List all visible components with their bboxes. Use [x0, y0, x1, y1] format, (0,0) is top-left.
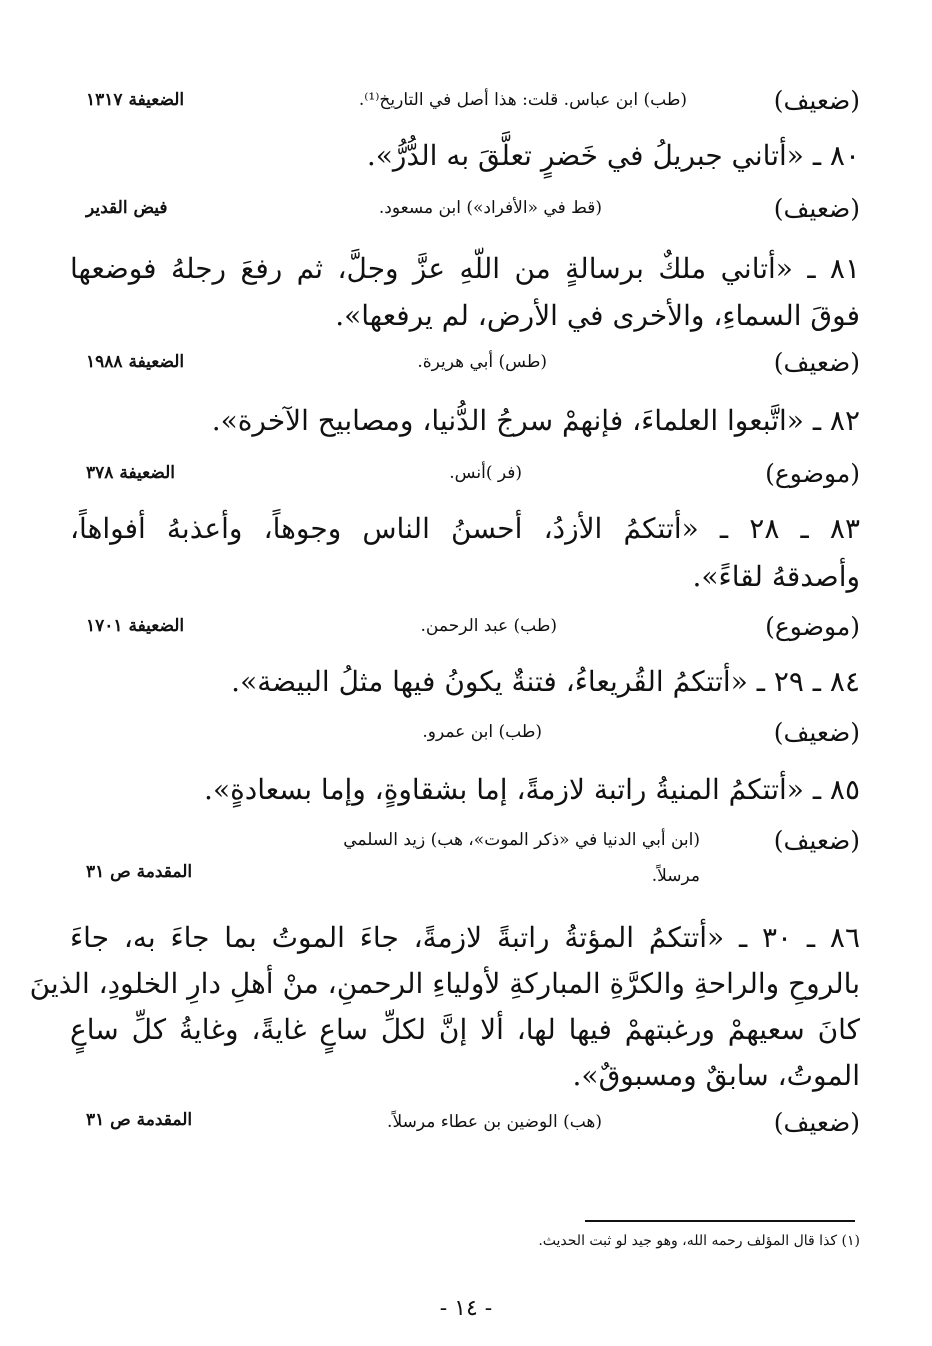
reference: الضعيفة ١٧٠١	[86, 616, 185, 636]
grade-label: (ضعيف)	[773, 348, 860, 377]
reference: الضعيفة ٣٧٨	[86, 463, 176, 483]
reference: المقدمة ص ٣١	[86, 1110, 193, 1130]
hadith-text-line: كانَ سعيهمْ ورغبتهمْ فيها لها، ألا إنَّ لكلِّ ساعٍ غايةً، وغايةُ كلِّ ساعٍ	[70, 1013, 860, 1046]
reference: الضعيفة ١٩٨٨	[86, 352, 185, 372]
grade-label: (موضوع)	[765, 612, 860, 641]
grade-label: (ضعيف)	[773, 718, 860, 747]
hadith-text-line: فوقَ السماءِ، والأخرى في الأرض، لم يرفعها».	[335, 299, 860, 332]
source-citation: (طس) أبي هريرة.	[417, 352, 547, 372]
hadith-text-line: ٨٠ ـ «أتاني جبريلُ في خَضرٍ تعلَّقَ به الدُّرُّ».	[366, 139, 860, 172]
reference: الضعيفة ١٣١٧	[86, 90, 185, 110]
footnote: (١) كذا قال المؤلف رحمه الله، وهو جيد لو ثبت الحديث.	[538, 1233, 860, 1249]
hadith-text-line: ٨١ ـ «أتاني ملكٌ برسالةٍ من اللّهِ عزَّ وجلَّ، ثم رفعَ رجلهُ فوضعها	[70, 252, 860, 285]
source-citation: (طب) ابن عمرو.	[422, 722, 542, 742]
hadith-text-line: ٨٣ ـ ٢٨ ـ «أتتكمُ الأزدُ، أحسنُ الناس وجوهاً، وأعذبهُ أفواهاً،	[70, 512, 860, 545]
hadith-text-line: الموتُ، سابقٌ ومسبوقٌ».	[572, 1059, 860, 1092]
hadith-text-line: ٨٤ ـ ٢٩ ـ «أتتكمُ القُريعاءُ، فتنةٌ يكونُ فيها مثلُ البيضة».	[231, 665, 860, 698]
source-citation: (طب) عبد الرحمن.	[420, 616, 557, 636]
reference: فيض القدير	[86, 198, 168, 218]
grade-label: (ضعيف)	[773, 826, 860, 855]
reference: المقدمة ص ٣١	[86, 862, 193, 882]
grade-label: (ضعيف)	[773, 86, 860, 115]
grade-label: (موضوع)	[765, 459, 860, 488]
source-citation: (فر )أنس.	[449, 463, 522, 483]
hadith-text-line: وأصدقهُ لقاءً».	[692, 560, 860, 593]
grade-label: (ضعيف)	[773, 1108, 860, 1137]
hadith-text-line: ٨٥ ـ «أتتكمُ المنيةُ راتبة لازمةً، إما بشقاوةٍ، وإما بسعادةٍ».	[204, 773, 860, 806]
source-citation: (قط في «الأفراد») ابن مسعود.	[378, 198, 602, 218]
source-citation: (طب) ابن عباس. قلت: هذا أصل في التاريخ⁽¹⁾.	[358, 90, 687, 110]
footnote-rule	[585, 1220, 855, 1222]
page-number: - ١٤ -	[439, 1296, 493, 1321]
source-citation: (هب) الوضين بن عطاء مرسلاً.	[387, 1112, 602, 1132]
source-citation-continued: مرسلاً.	[651, 866, 700, 886]
hadith-text-line: ٨٢ ـ «اتَّبعوا العلماءَ، فإنهمْ سرجُ الدُّنيا، ومصابيح الآخرة».	[211, 404, 860, 437]
hadith-text-line: ٨٦ ـ ٣٠ ـ «أتتكمُ المؤتةُ راتبةً لازمةً، جاءَ الموتُ بما جاءَ به، جاءَ	[70, 921, 860, 954]
source-citation: (ابن أبي الدنيا في «ذكر الموت»، هب) زيد السلمي	[343, 830, 700, 850]
grade-label: (ضعيف)	[773, 194, 860, 223]
hadith-text-line: بالروحِ والراحةِ والكرَّةِ المباركةِ لأولياءِ الرحمنِ، منْ أهلِ دارِ الخلودِ، الذينَ	[29, 967, 860, 1000]
